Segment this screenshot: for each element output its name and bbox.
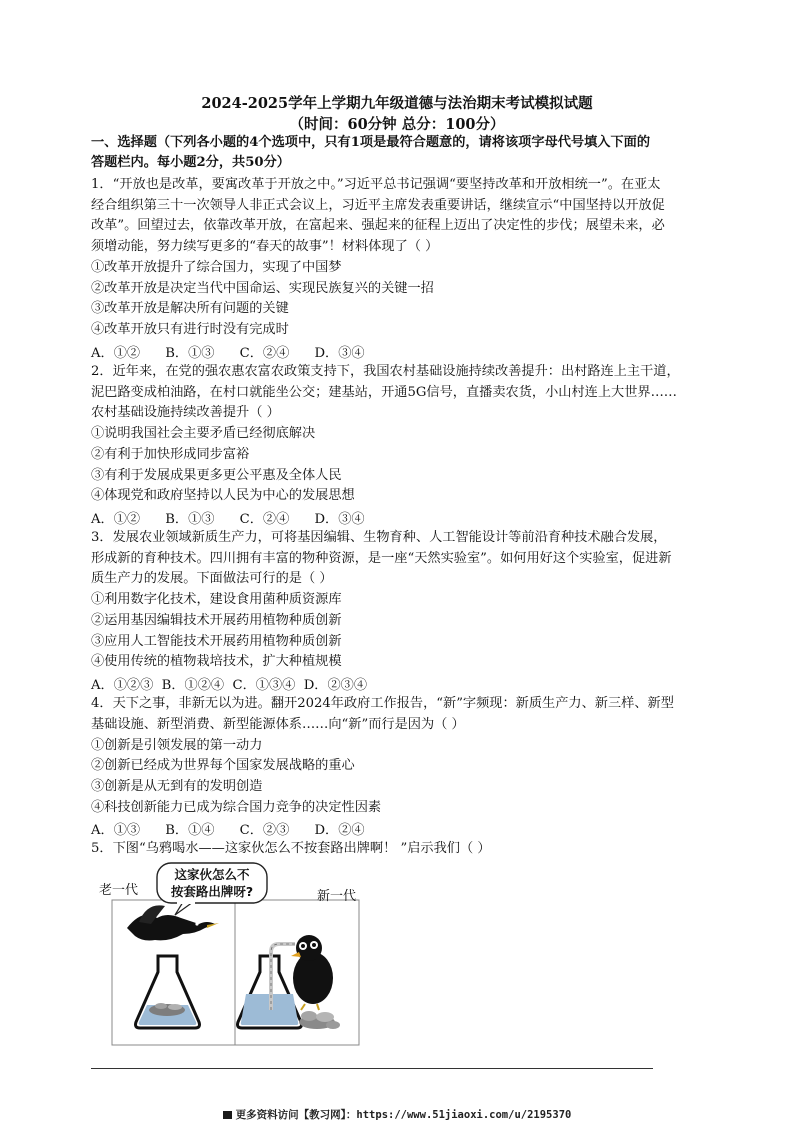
- q2-options: A．①② B．①③ C．②④ D．③④: [91, 512, 365, 527]
- label-old-generation: 老一代: [99, 883, 139, 898]
- comic-figure: [95, 860, 375, 1050]
- q1-item-1: ①改革开放提升了综合国力，实现了中国梦: [91, 260, 342, 275]
- q1-item-4: ④改革开放只有进行时没有完成时: [91, 322, 289, 337]
- q1-stem-line3: 改革”。回望过去，依靠改革开放，在富起来、强起来的征程上迈出了决定性的步伐；展望未来，必: [91, 218, 665, 233]
- q3-stem-line2: 形成新的育种技术。四川拥有丰富的物种资源，是一座“天然实验室”。如何用好这个实验室，促进新: [91, 551, 672, 566]
- q2-stem-line1: 2．近年来，在党的强农惠农富农政策支持下，我国农村基础设施持续改善提升：出村路连上主干道，: [91, 364, 680, 379]
- q4-item-3: ③创新是从无到有的发明创造: [91, 779, 263, 794]
- q1-stem-line1: 1．“开放也是改革，要寓改革于开放之中。”习近平总书记强调“要坚持改革和开放相统一”。在亚太: [91, 177, 661, 192]
- exam-subtitle: （时间：60分钟 总分：100分）: [289, 116, 505, 133]
- q3-item-4: ④使用传统的植物栽培技术，扩大种植规模: [91, 654, 342, 669]
- q2-item-2: ②有利于加快形成同步富裕: [91, 447, 250, 462]
- q2-item-4: ④体现党和政府坚持以人民为中心的发展思想: [91, 488, 355, 503]
- section-heading-line1: 一、选择题（下列各小题的4个选项中，只有1项是最符合题意的，请将该项字母代号填入下面的: [91, 135, 651, 150]
- q3-stem-line3: 质生产力的发展。下面做法可行的是（ ）: [91, 571, 333, 586]
- q3-item-2: ②运用基因编辑技术开展药用植物种质创新: [91, 613, 342, 628]
- q4-stem-line2: 基础设施、新型消费、新型能源体系……向“新”而行是因为（ ）: [91, 717, 465, 732]
- q4-item-4: ④科技创新能力已成为综合国力竞争的决定性因素: [91, 800, 382, 815]
- q1-stem-line4: 须增动能，努力续写更多的“春天的故事”！材料体现了（ ）: [91, 239, 439, 254]
- q3-options: A．①②③ B．①②④ C．①③④ D．②③④: [91, 678, 368, 693]
- q5-stem-line1: 5．下图“乌鸦喝水——这家伙怎么不按套路出牌啊！ ”启示我们（ ）: [91, 841, 491, 856]
- q1-item-3: ③改革开放是解决所有问题的关键: [91, 301, 289, 316]
- q1-item-2: ②改革开放是决定当代中国命运、实现民族复兴的关键一招: [91, 281, 434, 296]
- q3-item-1: ①利用数字化技术，建设食用菌种质资源库: [91, 592, 342, 607]
- q1-stem-line2: 经合组织第三十一次领导人非正式会议上，习近平主席发表重要讲话，继续宣示“中国坚持以开放促: [91, 198, 665, 213]
- label-new-generation: 新一代: [317, 889, 357, 904]
- speech-line-2: 按套路出牌呀?: [170, 884, 254, 899]
- section-heading-line2: 答题栏内。每小题2分，共50分）: [91, 155, 290, 170]
- q4-item-2: ②创新已经成为世界每个国家发展战略的重心: [91, 758, 355, 773]
- q2-stem-line2: 泥巴路变成柏油路，在村口就能坐公交；建基站，开通5G信号，直播卖农货，小山村连上大世界……: [91, 385, 677, 400]
- footer: [0, 1107, 794, 1122]
- q4-options: A．①③ B．①④ C．②③ D．②④: [91, 823, 365, 838]
- crow-drinking-water-comic: [95, 860, 375, 1050]
- q3-stem-line1: 3．发展农业领域新质生产力，可将基因编辑、生物育种、人工智能设计等前沿育种技术融合发展，: [91, 530, 667, 545]
- q4-stem-line1: 4．天下之事，非新无以为进。翻开2024年政府工作报告，“新”字频现：新质生产力、新三样、新型: [91, 696, 674, 711]
- q3-item-3: ③应用人工智能技术开展药用植物种质创新: [91, 634, 342, 649]
- q1-options: A．①② B．①③ C．②④ D．③④: [91, 346, 365, 361]
- exam-title: 2024-2025学年上学期九年级道德与法治期末考试模拟试题: [201, 95, 593, 112]
- flag-icon: [223, 1111, 232, 1119]
- footer-divider: [91, 1068, 653, 1069]
- q2-item-3: ③有利于发展成果更多更公平惠及全体人民: [91, 468, 342, 483]
- speech-line-1: 这家伙怎么不: [174, 867, 250, 882]
- q4-item-1: ①创新是引领发展的第一动力: [91, 738, 263, 753]
- q2-stem-line3: 农村基础设施持续改善提升（ ）: [91, 405, 280, 420]
- q2-item-1: ①说明我国社会主要矛盾已经彻底解决: [91, 426, 316, 441]
- footer-link-text[interactable]: 更多资料访问【教习网】：https://www.51jiaoxi.com/u/2195370: [235, 1109, 572, 1121]
